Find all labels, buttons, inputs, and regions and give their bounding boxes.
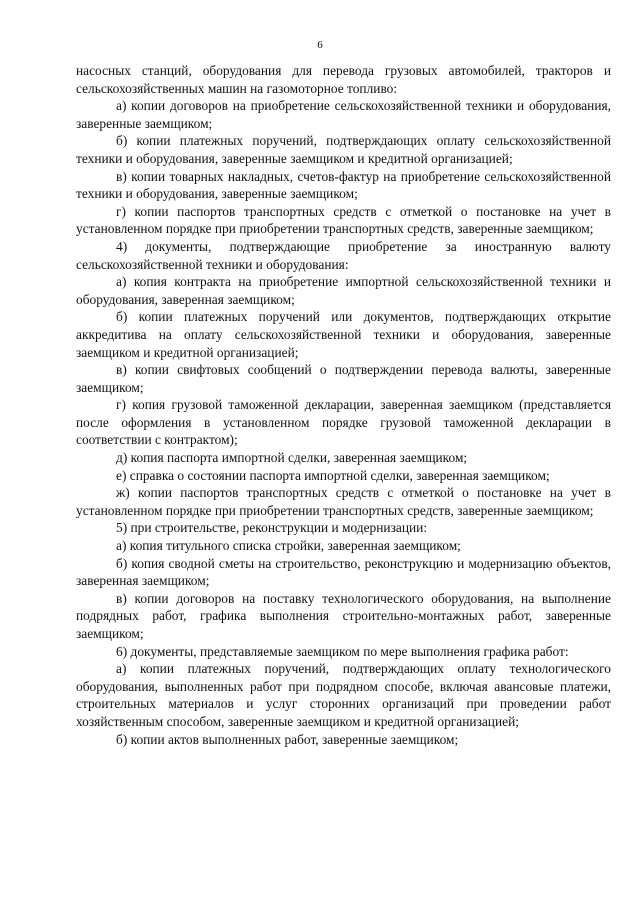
paragraph-item: б) копии платежных поручений, подтверждающих оплату сельскохозяйственной техники и оборудования, заверенные заемщиком и кредитной организацией; — [76, 133, 611, 166]
paragraph-section-6: 6) документы, представляемые заемщиком по мере выполнения графика работ: — [116, 643, 569, 659]
paragraph-item: б) копии платежных поручений или документов, подтверждающих открытие аккредитива на оплату сельскохозяйственной техники и оборудования, заверенные заемщиком и кредитной организацией; — [76, 309, 611, 360]
paragraph-item: в) копии товарных накладных, счетов-фактур на приобретение сельскохозяйственной техники и оборудования, заверенные заемщиком; — [76, 168, 611, 202]
paragraph-item: б) копия сводной сметы на строительство, реконструкцию и модернизацию объектов, заверенная заемщиком; — [76, 555, 611, 589]
paragraph-section-5: 5) при строительстве, реконструкции и модернизации: — [116, 520, 428, 536]
paragraph-item: а) копия контракта на приобретение импортной сельскохозяйственной техники и оборудования, заверенная заемщиком; — [76, 274, 611, 307]
paragraph-item: а) копии договоров на приобретение сельскохозяйственной техники и оборудования, заверенные заемщиком; — [76, 98, 611, 131]
paragraph-item: в) копии договоров на поставку технологического оборудования, на выполнение подрядных работ, графика выполнения строительно-монтажных работ, заверенные заемщиком; — [76, 590, 611, 641]
page-number: 6 — [317, 39, 323, 51]
document-body — [76, 62, 611, 748]
paragraph-item: г) копии паспортов транспортных средств с отметкой о постановке на учет в установленном порядке при приобретении транспортных средств, заверенные заемщиком; — [76, 203, 611, 237]
paragraph-item: е) справка о состоянии паспорта импортной сделки, заверенная заемщиком; — [116, 467, 550, 483]
paragraph-item: б) копии актов выполненных работ, заверенные заемщиком; — [116, 731, 459, 747]
paragraph-item: а) копии платежных поручений, подтверждающих оплату технологического оборудования, выполненных работ при подрядном способе, включая авансовые платежи, строительных материалов и услуг сторонних организаций при проведении работ хозяйственным способом, заверенные заемщиком и кредитной организацией; — [76, 661, 611, 729]
paragraph-item: д) копия паспорта импортной сделки, заверенная заемщиком; — [116, 450, 468, 466]
paragraph-item: г) копия грузовой таможенной декларации, заверенная заемщиком (представляется после оформления в установленном порядке грузовой таможенной декларации в соответствии с контрактом); — [76, 397, 611, 448]
paragraph-item: а) копия титульного списка стройки, заверенная заемщиком; — [116, 538, 461, 554]
paragraph-section-4: 4) документы, подтверждающие приобретение за иностранную валюту сельскохозяйственной техники и оборудования: — [76, 238, 611, 272]
paragraph-item: ж) копии паспортов транспортных средств с отметкой о постановке на учет в установленном порядке при приобретении транспортных средств, заверенные заемщиком; — [76, 485, 611, 518]
paragraph-item: в) копии свифтовых сообщений о подтверждении перевода валюты, заверенные заемщиком; — [76, 362, 611, 395]
paragraph-continuation: насосных станций, оборудования для перевода грузовых автомобилей, тракторов и сельскохозяйственных машин на газомоторное топливо: — [76, 63, 611, 96]
